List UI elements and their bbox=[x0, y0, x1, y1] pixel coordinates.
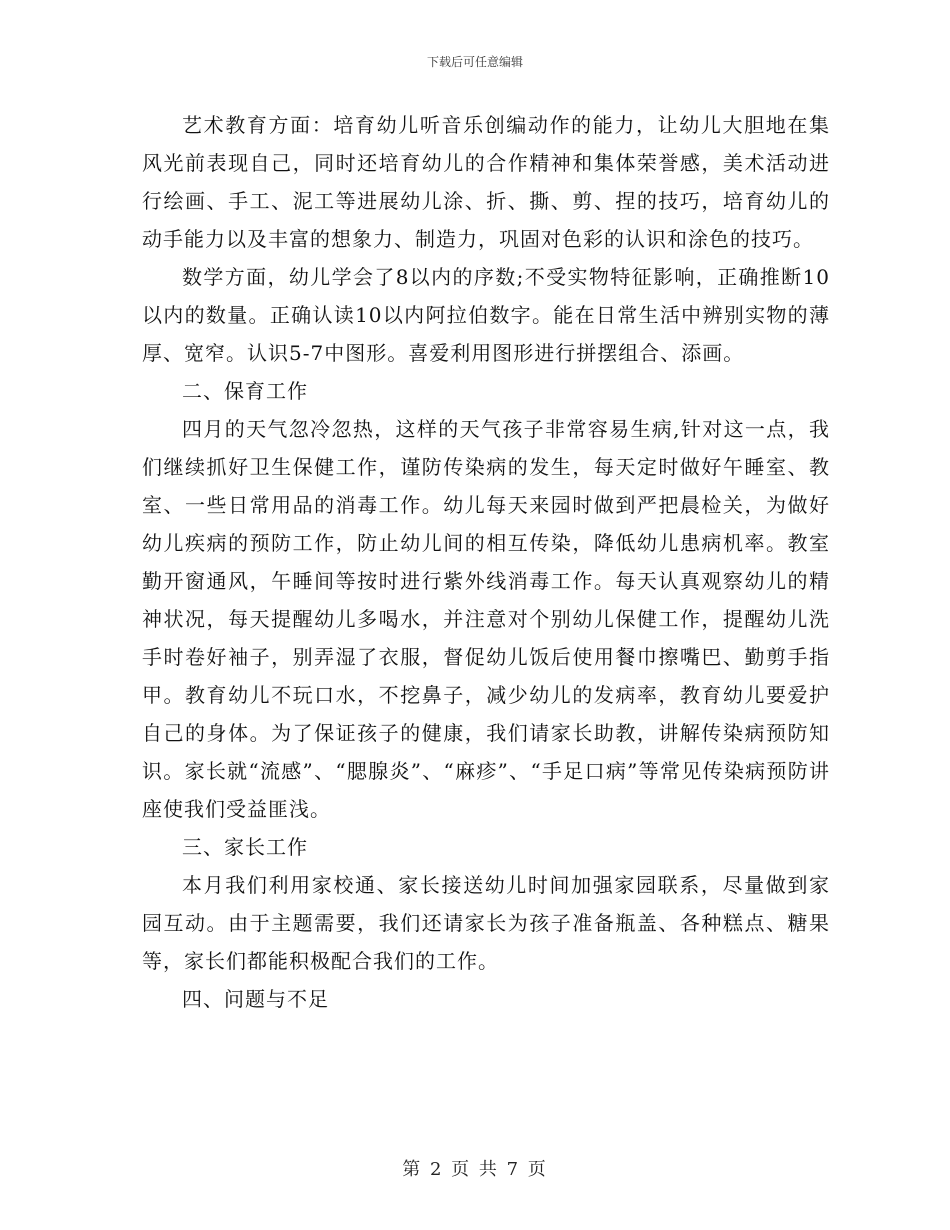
page-number: 第 2 页 共 7 页 bbox=[402, 1159, 548, 1180]
document-body bbox=[142, 106, 830, 1018]
paragraph-parent-work: 本月我们利用家校通、家长接送幼儿时间加强家园联系，尽量做到家园互动。由于主题需要，我们还请家长为孩子准备瓶盖、各种糕点、糖果等，家长们都能积极配合我们的工作。 bbox=[142, 873, 830, 973]
paragraph-care-work: 四月的天气忽冷忽热，这样的天气孩子非常容易生病,针对这一点，我们继续抓好卫生保健工作，谨防传染病的发生，每天定时做好午睡室、教室、一些日常用品的消毒工作。幼儿每天来园时做到严把晨检关，为做好幼儿疾病的预防工作，防止幼儿间的相互传染，降低幼儿患病机率。教室勤开窗通风，午睡间等按时进行紫外线消毒工作。每天认真观察幼儿的精神状况，每天提醒幼儿多喝水，并注意对个别幼儿保健工作，提醒幼儿洗手时卷好袖子，别弄湿了衣服，督促幼儿饭后使用餐巾擦嘴巴、勤剪手指甲。教育幼儿不玩口水，不挖鼻子，减少幼儿的发病率，教育幼儿要爱护自己的身体。为了保证孩子的健康，我们请家长助教，讲解传染病预防知识。家长就“流感”、“腮腺炎”、“麻疹”、“手足口病”等常见传染病预防讲座使我们受益匪浅。 bbox=[142, 417, 830, 821]
paragraph-math: 数学方面，幼儿学会了8以内的序数;不受实物特征影响，正确推断10以内的数量。正确认读10以内阿拉伯数字。能在日常生活中辨别实物的薄厚、宽窄。认识5-7中图形。喜爱利用图形进行拼摆组合、添画。 bbox=[142, 265, 830, 365]
section-heading-problems: 四、问题与不足 bbox=[182, 987, 329, 1011]
section-heading-care: 二、保育工作 bbox=[182, 379, 308, 403]
page-header: 下载后可任意编辑 bbox=[426, 55, 523, 69]
paragraph-art-education: 艺术教育方面：培育幼儿听音乐创编动作的能力，让幼儿大胆地在集风光前表现自己，同时还培育幼儿的合作精神和集体荣誉感，美术活动进行绘画、手工、泥工等进展幼儿涂、折、撕、剪、捏的技巧，培育幼儿的动手能力以及丰富的想象力、制造力，巩固对色彩的认识和涂色的技巧。 bbox=[142, 113, 830, 251]
section-heading-parents: 三、家长工作 bbox=[182, 835, 308, 859]
